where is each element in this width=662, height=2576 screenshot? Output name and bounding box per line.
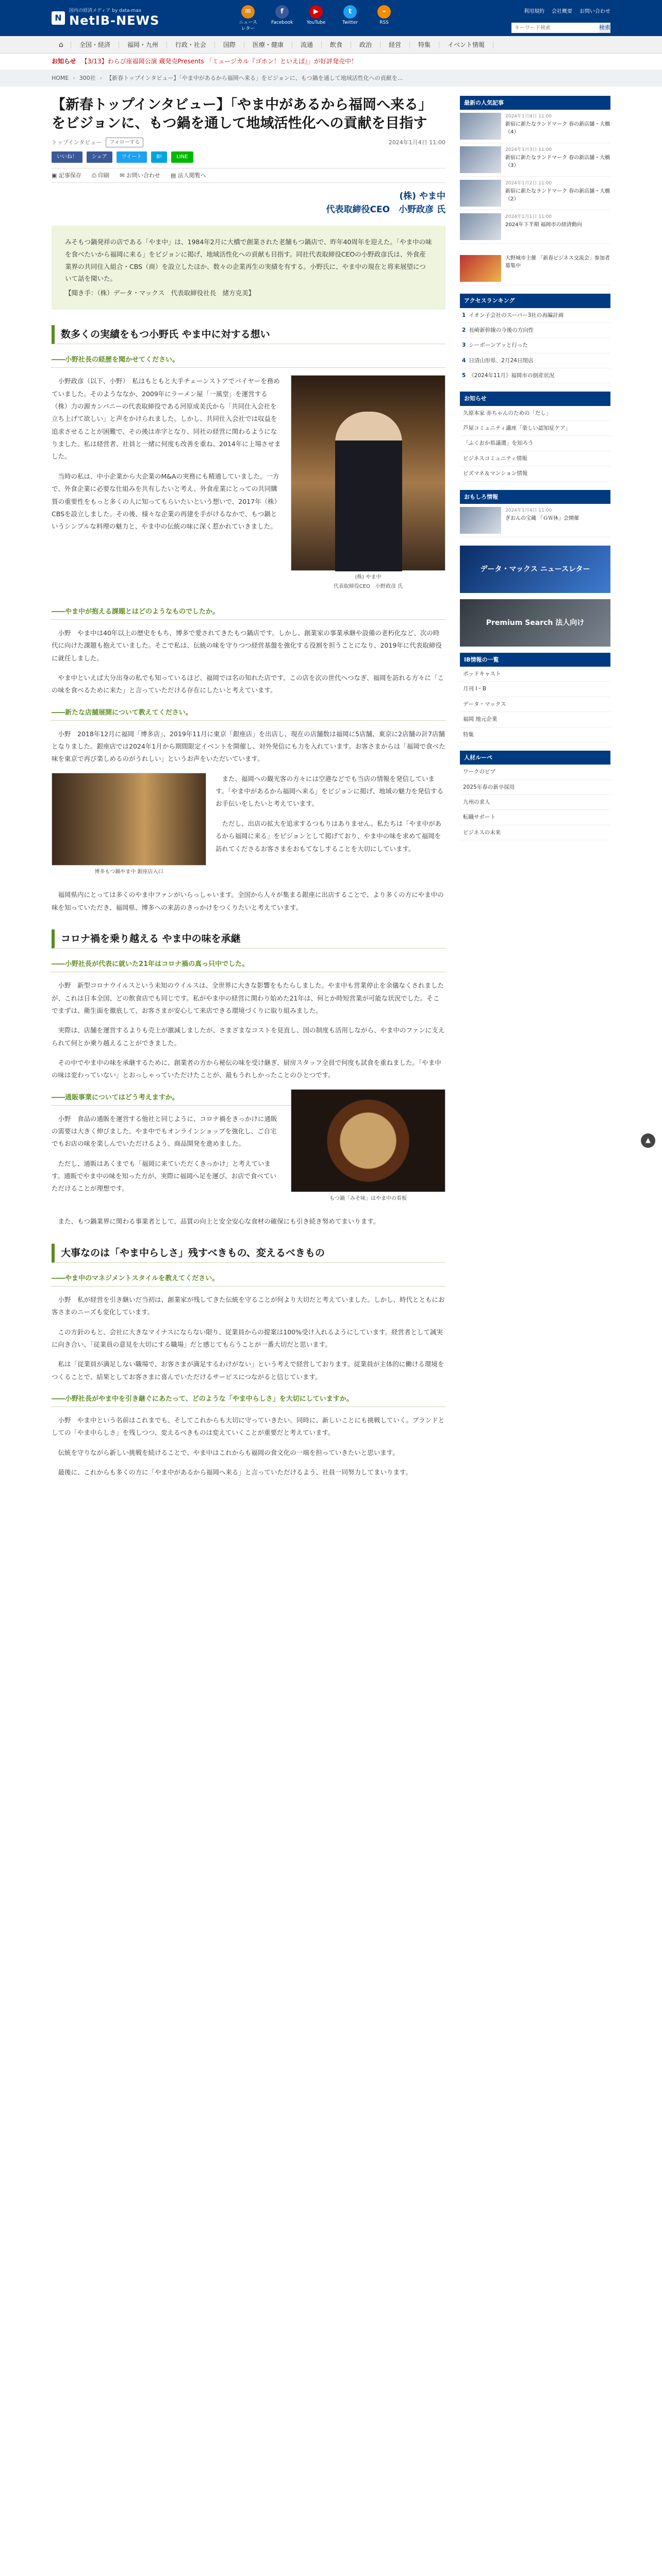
article-title: 【新春トップインタビュー】「やま中があるから福岡へ来る」をビジョンに、もつ鍋を通して地域活性化への貢献を目指す: [52, 97, 433, 132]
back-to-top-button[interactable]: ▲: [641, 1133, 655, 1148]
facebook-share-button[interactable]: シェア: [87, 151, 112, 163]
newsletter-banner[interactable]: データ・マックス ニュースレター: [460, 546, 610, 593]
sidebar-heading: お知らせ: [460, 392, 610, 405]
nav-item-events[interactable]: イベント情報: [439, 41, 493, 48]
figure-caption: (株) やま中 代表取締役CEO 小野政彦 氏: [333, 574, 403, 589]
nav-item-medical[interactable]: 医療・健康: [244, 41, 292, 48]
byline-person: 代表取締役CEO 小野政彦 氏: [326, 204, 445, 215]
breadcrumb-home[interactable]: HOME: [52, 75, 69, 82]
notice-item[interactable]: 芦屋コミュニティ講座「楽しい認知症ケア」: [460, 421, 610, 436]
breadcrumb: HOME › 300社 › 【新春トップインタビュー】「やま中があるから福岡へ来る」をビジョンに、もつ鍋を通して地域活性化への貢献を...: [0, 70, 662, 87]
notice-box: [460, 392, 610, 481]
bookmark-icon: ▣: [52, 172, 59, 179]
thumbnail-image: [460, 180, 501, 207]
question: ――小野社長の経歴を聞かせてください。: [52, 354, 445, 368]
nav-item-feature[interactable]: 特集: [410, 41, 439, 48]
sidebar: [460, 96, 610, 1479]
section-heading: コロナ禍を乗り越える やま中の味を承継: [52, 929, 445, 949]
share-buttons: [52, 151, 445, 163]
home-icon[interactable]: ⌂: [52, 41, 71, 48]
byline-company: (株) やま中: [399, 191, 445, 202]
nav-item-society[interactable]: 行政・社会: [167, 41, 215, 48]
breadcrumb-300[interactable]: 300社: [79, 75, 96, 82]
storefront-image: [52, 773, 206, 866]
question: ――やま中のマネジメントスタイルを教えてください。: [52, 1273, 445, 1286]
links-box: [460, 653, 610, 742]
job-item[interactable]: ワークのビブ: [460, 765, 610, 779]
mail-icon: ✉: [241, 5, 255, 19]
site-header: [0, 0, 662, 36]
thumbnail-image: [460, 146, 501, 173]
site-logo[interactable]: [52, 9, 159, 27]
sidebar-heading: 人材ルーペ: [460, 751, 610, 765]
storefront-figure: [52, 773, 206, 877]
paragraph: 小野 2018年12月に福岡「博多店」、2019年11月に東京「銀座店」を出店し、現在の店舗数は福岡に5店舗、東京に2店舗の計7店舗となりました。銀座店では2024年1月から期間限定イベントを開催し、対外発信にも力を入れています。お客さまからは「福岡で食べた味を東京で再び楽しめるのがうれしい」というお声をいただいています。: [52, 730, 445, 763]
facebook-like-button[interactable]: いいね！: [52, 151, 82, 163]
contact-button[interactable]: ✉ お問い合わせ: [120, 172, 160, 179]
nav-item-national[interactable]: 全国・経済: [71, 41, 119, 48]
link-item[interactable]: データ・マックス: [460, 697, 610, 712]
sidebar-heading: 最新の人気記事: [460, 96, 610, 110]
list-item[interactable]: 2024年1月4日 11:00 新宿に新たなランドマーク 春の新店舗・大橋（4）: [460, 110, 610, 143]
notice-item[interactable]: ビズマネ＆マンション情報: [460, 466, 610, 481]
twitter-icon: t: [343, 5, 357, 19]
social-links: [237, 5, 395, 32]
print-icon: ⎙: [91, 172, 98, 179]
article-tools: [52, 168, 445, 183]
top-links: [524, 7, 610, 16]
paragraph: 小野政彦（以下、小野） 私はもともと大手チェーンストアでバイヤーを務めていました。そのようななか、2009年にラーメン屋「一風堂」を運営する（株）力の源カンパニーの代表取締役である河原成美氏から「共同仕入会社を立ち上げて欲しい」と声をかけられました。しかし、共同仕入会社では収益を追求させることが困難で、その後は赤字となり、同社の経営に関わるようになりました。私は経営者、社員と一緒に何度も改善を重ね、2014年に上場させました。: [52, 377, 281, 461]
social-link-3[interactable]: t Twitter: [339, 5, 361, 32]
jobs-box: [460, 751, 610, 840]
save-article-button[interactable]: ▣ 記事保存: [52, 172, 81, 179]
social-link-2[interactable]: ▶ YouTube: [305, 5, 327, 32]
nav-item-retail[interactable]: 流通: [292, 41, 322, 48]
sidebar-heading: IB情報の一覧: [460, 653, 610, 667]
lead-interviewer: 【聞き手：（株）データ・マックス 代表取締役社長 緒方克美】: [65, 289, 255, 297]
sidebar-ad[interactable]: 大野城市主催 「新春ビジネス交流会」参加者募集中: [460, 252, 610, 285]
premium-search-banner[interactable]: Premium Search 法人向け: [460, 599, 610, 647]
byline: [52, 190, 445, 216]
mail-icon: ✉: [120, 172, 126, 179]
list-item[interactable]: 2024年1月4日 11:00 ぎおんの宝蔵 「ＧＷ休」会開催: [460, 504, 610, 537]
paragraph: また、福岡への観光客の方々には空港などでも当店の情報を発信しています。「やま中があるから福岡へ来る」をビジョンに掲げ、地域の魅力を発信するお手伝いをしたいと考えています。: [216, 774, 444, 808]
hatena-button[interactable]: B!: [151, 151, 167, 163]
building-icon: ▤: [170, 172, 178, 179]
question: ――通販事業についてはどう考えますか。: [52, 1092, 445, 1106]
ranking-item[interactable]: 4 日清山形県、2月24日閉店: [460, 353, 610, 368]
paragraph: 小野 私が経営を引き継いだ当初は、創業家が残してきた伝統を守ることが何より大切だと考えていました。しかし、時代とともにお客さまのニーズも変化しています。: [52, 1295, 445, 1316]
list-item[interactable]: 2024年1月1日 11:00 2024年下半期 福岡市の経済動向: [460, 210, 610, 244]
notice-link[interactable]: 【3/13】わらび座福岡公演 蔵発売Presents 「ミュージカル『ゴホン！といえば』」が好評発売中！: [81, 58, 358, 65]
site-tagline: 国内の経済メディア by data-max: [69, 8, 142, 13]
paragraph: やま中といえば大分出身の私でも知っているほど、福岡では名の知れた店です。この店を次の世代へつなぎ、福岡を訪れる方々に「この味を食べるために来た」と言っていただける存在にしたいと考えています。: [52, 674, 444, 694]
ad-image: [460, 255, 501, 282]
section-heading: 数多くの実績をもつ小野氏 やま中に対する想い: [52, 325, 445, 345]
paragraph: 最後に、これからも多くの方に「やま中があるから福岡へ来る」と言っていただけるよう、社員一同努力してまいります。: [58, 1468, 412, 1476]
company-link[interactable]: 会社概要: [552, 9, 572, 14]
breadcrumb-current: 【新春トップインタビュー】「やま中があるから福岡へ来る」をビジョンに、もつ鍋を通して地域活性化への貢献を...: [106, 75, 403, 82]
paragraph: ただし、出店の拡大を追求するつもりはありません。私たちは「やま中があるから福岡に来る」をビジョンとして掲げており、やま中の味を求めて福岡を訪れてくださるお客さまをおもてなしすることを大切にしています。: [216, 819, 442, 853]
job-item[interactable]: 九州の求人: [460, 795, 610, 810]
ranking-box: [460, 294, 610, 383]
question: ――新たな店舗展開について教えてください。: [52, 707, 445, 721]
notice-label: お知らせ: [52, 58, 76, 65]
paragraph: 小野 やま中という名前はこれまでも、そしてこれからも大切に守っていきたい。同時に、新しいことにも挑戦していく。ブランドとしての「やま中らしさ」を残しつつ、変えるべきものは変えていくことが重要だと考えています。: [52, 1416, 445, 1437]
ceo-portrait-image: [291, 375, 445, 571]
nav-item-food[interactable]: 飲食: [322, 41, 351, 48]
link-item[interactable]: ポッドキャスト: [460, 667, 610, 682]
ranking-item[interactable]: 5 《2024年11月》福岡市の倒産状況: [460, 368, 610, 383]
line-button[interactable]: LINE: [171, 151, 193, 163]
paragraph: 私は「従業員が満足しない職場で、お客さまが満足するわけがない」という考えで経営しております。従業員が主体的に働ける環境をつくることで、結果としてお客さまに喜んでいただけるサービスにつながると信じています。: [52, 1360, 444, 1381]
figure-caption: もつ鍋「みそ味」はやま中の看板: [329, 1195, 407, 1201]
question: ――やま中が抱える課題とはどのようなものでしたか。: [52, 606, 445, 620]
link-item[interactable]: 福岡 地元企業: [460, 712, 610, 727]
contact-link[interactable]: お問い合わせ: [580, 9, 610, 14]
notice-bar: [0, 54, 662, 70]
rss-icon: ⌁: [377, 5, 391, 19]
lead-text: みそもつ鍋発祥の店である「やま中」は、1984年2月に大橋で創業された老舗もつ鍋店で、昨年40周年を迎えた。「やま中の味を食べたいから福岡に来る」をビジョンに掲げ、地域活性化への貢献も目指す。同社代表取締役CEOの小野政彦氏は、外食産業界の共同住入組合・CBS（商）を設立したほか、数々の企業再生の実績を有する。小野氏に、やま中の現在と将来展望について話を聞いた。: [65, 238, 432, 283]
nav-item-politics[interactable]: 政治: [351, 41, 380, 48]
paragraph: ただし、通販はあくまでも「福岡に来ていただくきっかけ」と考えています。通販でやま中の味を知った方が、実際に福岡へ足を運び、お店で食べていただけることが理想です。: [52, 1159, 277, 1193]
question: ――小野社長がやま中を引き継ぐにあたって、どのような「やま中らしさ」を大切にしていますか。: [52, 1394, 445, 1407]
paragraph: 小野 やま中は40年以上の歴史をもち、博多で愛されてきたもつ鍋店です。しかし、創業家の事業承継や設備の老朽化など、次の時代に向けた課題も抱えていました。そこで私は、伝統の味を守りつつ経営基盤を強化する役割を担うことになり、2019年に代表取締役に就任しました。: [52, 629, 442, 662]
tweet-button[interactable]: ツイート: [117, 151, 147, 163]
job-item[interactable]: ビジネスの未来: [460, 825, 610, 840]
nav-item-management[interactable]: 経営: [380, 41, 410, 48]
article-category[interactable]: トップインタビュー: [52, 139, 102, 146]
paragraph: また、もつ鍋業界に関わる事業者として、品質の向上と安全安心な食材の確保にも引き続き努めてまいります。: [58, 1217, 380, 1226]
thumbnail-image: [460, 113, 501, 140]
paragraph: 伝統を守りながら新しい挑戦を続けることで、やま中はこれからも福岡の食文化の一端を担っていきたいと思います。: [58, 1448, 399, 1456]
job-item[interactable]: 転職サポート: [460, 810, 610, 825]
pr-box: [460, 490, 610, 537]
job-item[interactable]: 2025年春の新卒採用: [460, 780, 610, 795]
link-item[interactable]: 月刊 I・B: [460, 682, 610, 697]
paragraph: この方針のもと、会社に大きなマイナスにならない限り、従業員からの提案は100%受け入れるようにしています。経営者として誠実に向き合い、「従業員の意見を大切にする職場」だと感じてもらうことが一番大切だと思います。: [52, 1328, 443, 1348]
nav-item-fukuoka[interactable]: 福岡・九州: [119, 41, 167, 48]
facebook-icon: f: [275, 5, 289, 19]
latest-articles: [460, 96, 610, 244]
paragraph: 福岡県内にとっては多くのやま中ファンがいらっしゃいます。全国から人々が集まる銀座に出店することで、より多くの方にやま中の味を知っていただき、福岡県、博多への来訪のきっかけをつくりたいと考えています。: [52, 891, 444, 911]
article-date: 2024年1月4日 11:00: [388, 139, 445, 146]
section-heading: 大事なのは「やま中らしさ」残すべきもの、変えるべきもの: [52, 1244, 445, 1263]
notice-item[interactable]: ビジネスコミュニティ情報: [460, 451, 610, 466]
notice-item[interactable]: 久原本家 赤ちゃんのための「だし」: [460, 406, 610, 421]
search-button[interactable]: 検索: [599, 23, 610, 33]
motsunabe-figure: [291, 1089, 445, 1204]
ranking-item[interactable]: 2 長崎新幹線の今後の方向性: [460, 323, 610, 338]
figure-caption: 博多もつ鍋やま中 銀座店入口: [94, 869, 163, 875]
logo-mark-icon: N: [52, 11, 65, 25]
paragraph: 実際は、店舗を運営するよりも売上が激減しましたが、さまざまなコストを見直し、国の制度も活用しながら、やま中のファンに支えられて何とか乗り越えることができました。: [52, 1026, 445, 1047]
notice-item[interactable]: 「ふくおか県議選」を知ろう: [460, 436, 610, 451]
corporate-view-button[interactable]: ▤ 法人閲覧へ: [170, 172, 206, 179]
paragraph: 小野 新型コロナウイルスという未知のウイルスは、全世界に大きな影響をもたらしました。やま中も営業停止を余儀なくされましたが、これは日本全国、どの飲食店でも同じです。私がやま中の経営に関わり始めた21年は、何とか時短営業が可能な状況でした。そこでまずは、衛生面を徹底して、お客さまが安心して来店できる環境づくりに取り組みました。: [52, 981, 444, 1014]
search-input[interactable]: [511, 23, 599, 33]
link-item[interactable]: 特集: [460, 727, 610, 742]
sidebar-heading: アクセスランキング: [460, 294, 610, 308]
list-item[interactable]: 2024年1月2日 11:00 新宿に新たなランドマーク 春の新店舗・大橋（2）: [460, 177, 610, 210]
social-link-0[interactable]: ✉ ニュースレター: [237, 5, 259, 32]
social-link-4[interactable]: ⌁ RSS: [373, 5, 395, 32]
motsunabe-image: [291, 1089, 445, 1192]
list-item[interactable]: 2024年1月3日 11:00 新宿に新たなランドマーク 春の新店舗・大橋（3）: [460, 143, 610, 177]
social-link-1[interactable]: f Facebook: [271, 5, 293, 32]
nav-item-international[interactable]: 国際: [215, 41, 244, 48]
terms-link[interactable]: 利用規約: [524, 9, 544, 14]
thumbnail-image: [460, 213, 501, 240]
youtube-icon: ▶: [309, 5, 323, 19]
paragraph: その中でやま中の味を承継するために、創業者の方から秘伝の味を受け継ぎ、厨房スタッフ全員で何度も試食を重ねました。「やま中の味は変わっていない」とおっしゃっていただけたことが、最もうれしかったことのひとつです。: [52, 1059, 441, 1079]
portrait-figure: [291, 375, 445, 591]
thumbnail-image: [460, 507, 501, 534]
ranking-item[interactable]: 1 イオン子会社のスーパー3社の再編計画: [460, 308, 610, 323]
sidebar-heading: おもしろ情報: [460, 490, 610, 504]
article-main: [52, 96, 445, 1479]
follow-button[interactable]: フォローする: [106, 138, 143, 148]
paragraph: 当時の私は、中小企業から大企業のM&Aの実務にも精通していました。一方で、外食企業に必要な仕組みを共有したいと考え、外食産業にとっての共同購買の重要性をもっと多くの人に知ってもらいたいという想いで、2017年（株）CBSを設立しました。その後、様々な企業の再建を手がけるなかで、もつ鍋というシンプルな料理の魅力と、やま中の伝統の味に深く惹かれていきました。: [52, 472, 281, 531]
question: ――小野社長が代表に就いた21年はコロナ禍の真っ只中でした。: [52, 959, 445, 972]
main-nav: [0, 36, 662, 54]
search-box: [511, 23, 610, 33]
site-name: NetIB-NEWS: [69, 13, 160, 28]
lead-box: [52, 226, 445, 310]
ranking-item[interactable]: 3 シーボーンアッと行った: [460, 338, 610, 353]
print-button[interactable]: ⎙ 印刷: [91, 172, 110, 179]
paragraph: 小野 食品の通販を運営する他社と同じように、コロナ禍をきっかけに通販の需要は大きく伸びました。やま中でもオンラインショップを強化し、ご自宅でもお店の味を楽しんでいただけるよう、商品開発を進めました。: [52, 1114, 277, 1148]
